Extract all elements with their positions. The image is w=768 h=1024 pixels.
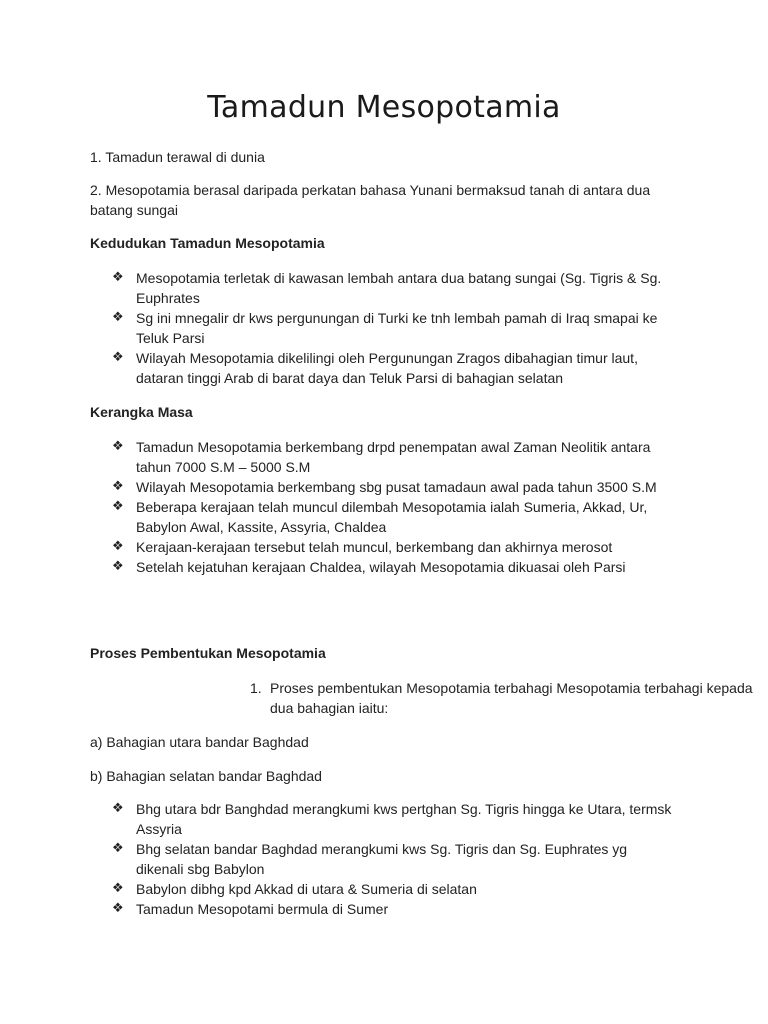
bullet-icon: ❖ <box>112 499 124 514</box>
bullet-icon: ❖ <box>112 310 124 325</box>
list-item: ❖ Setelah kejatuhan kerajaan Chaldea, wilayah Mesopotamia dikuasai oleh Parsi <box>112 559 626 575</box>
numbered-item <box>180 678 768 718</box>
bullet-icon: ❖ <box>112 350 124 365</box>
list-item: ❖ Tamadun Mesopotamia berkembang drpd penempatan awal Zaman Neolitik antara tahun 7000 S.M – 5000 S.M <box>112 439 651 475</box>
intro-item-1: 1. Tamadun terawal di dunia <box>90 149 265 165</box>
page-title: Tamadun Mesopotamia <box>207 90 561 125</box>
bullet-icon: ❖ <box>112 439 124 454</box>
numbered-item-number: 1. <box>250 680 262 696</box>
list-item: ❖ Mesopotamia terletak di kawasan lembah antara dua batang sungai (Sg. Tigris & Sg. Euphrates <box>112 270 662 306</box>
list-item: ❖ Sg ini mnegalir dr kws pergunungan di Turki ke tnh lembah pamah di Iraq smapai ke Teluk Parsi <box>112 310 658 346</box>
bullet-icon: ❖ <box>112 881 124 896</box>
bullet-icon: ❖ <box>112 901 124 916</box>
section-heading-proses: Proses Pembentukan Mesopotamia <box>90 645 326 661</box>
list-item: ❖ Babylon dibhg kpd Akkad di utara & Sumeria di selatan <box>112 881 477 897</box>
bullet-icon: ❖ <box>112 539 124 554</box>
part-a: a) Bahagian utara bandar Baghdad <box>90 734 309 750</box>
bullet-list-kerangka-masa <box>90 437 672 577</box>
section-heading-kerangka-masa: Kerangka Masa <box>90 404 193 420</box>
bullet-icon: ❖ <box>112 479 124 494</box>
bullet-list-kedudukan <box>90 268 672 388</box>
list-item: ❖ Bhg selatan bandar Baghdad merangkumi kws Sg. Tigris dan Sg. Euphrates yg dikenali sbg Babylon <box>112 841 628 877</box>
part-b: b) Bahagian selatan bandar Baghdad <box>90 768 322 784</box>
list-item: ❖ Kerajaan-kerajaan tersebut telah muncul, berkembang dan akhirnya merosot <box>112 539 613 555</box>
list-item: ❖ Wilayah Mesopotamia dikelilingi oleh Pergunungan Zragos dibahagian timur laut, dataran tinggi Arab di barat daya dan Teluk Parsi di bahagian selatan <box>112 350 638 386</box>
bullet-list-proses <box>90 799 672 919</box>
list-item: ❖ Bhg utara bdr Banghdad merangkumi kws pertghan Sg. Tigris hingga ke Utara, termsk Assyria <box>112 801 672 837</box>
bullet-icon: ❖ <box>112 559 124 574</box>
list-item: ❖ Wilayah Mesopotamia berkembang sbg pusat tamadaun awal pada tahun 3500 S.M <box>112 479 657 495</box>
intro-item-2: 2. Mesopotamia berasal daripada perkatan bahasa Yunani bermaksud tanah di antara dua batang sungai <box>90 182 651 218</box>
section-heading-kedudukan: Kedudukan Tamadun Mesopotamia <box>90 235 325 251</box>
bullet-icon: ❖ <box>112 841 124 856</box>
bullet-icon: ❖ <box>112 270 124 285</box>
list-item: ❖ Tamadun Mesopotami bermula di Sumer <box>112 901 389 917</box>
bullet-icon: ❖ <box>112 801 124 816</box>
list-item: ❖ Beberapa kerajaan telah muncul dilembah Mesopotamia ialah Sumeria, Akkad, Ur, Babylon Awal, Kassite, Assyria, Chaldea <box>112 499 648 535</box>
numbered-item-text: Proses pembentukan Mesopotamia terbahagi Mesopotamia terbahagi kepada dua bahagian iaitu: <box>270 680 753 716</box>
